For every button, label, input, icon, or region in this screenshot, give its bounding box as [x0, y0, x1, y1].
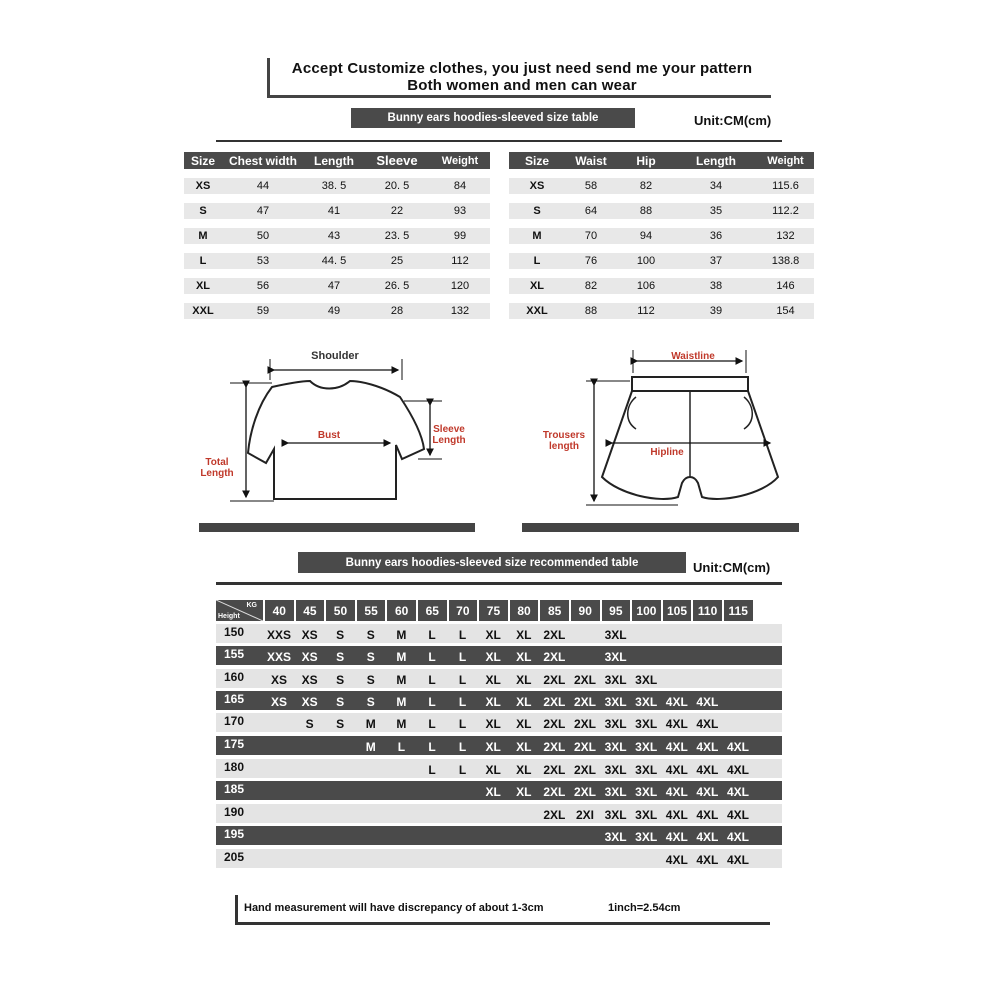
size-cell: S — [366, 695, 375, 709]
table-cell: 99 — [430, 228, 490, 244]
size-cell: XL — [516, 628, 532, 642]
table-row — [184, 303, 490, 319]
height-value: 195 — [224, 827, 245, 841]
size-cell: 4XL — [696, 695, 719, 709]
table-cell: 84 — [430, 178, 490, 194]
column-header: Length — [675, 152, 757, 169]
size-cell: L — [428, 740, 436, 754]
size-cell: 4XL — [665, 808, 688, 822]
sleeve-length-label: Sleeve Length — [432, 424, 466, 446]
table-cell: 44. 5 — [304, 253, 364, 269]
size-cell: 4XL — [726, 763, 749, 777]
size-cell: L — [428, 763, 436, 777]
size-cell: 4XL — [665, 717, 688, 731]
size-cell: 3XL — [635, 785, 658, 799]
size-cell: 4XL — [696, 785, 719, 799]
size-cell: 3XL — [604, 673, 627, 687]
table-row — [509, 178, 814, 194]
table-cell: 88 — [617, 203, 675, 219]
size-cell: 2XL — [573, 763, 596, 777]
size-cell: M — [365, 740, 376, 754]
header-line-2: Both women and men can wear — [407, 77, 637, 94]
size-cell: L — [458, 695, 467, 709]
recommend-table-title: Bunny ears hoodies-sleeved size recommended table — [298, 552, 686, 573]
column-header: Size — [509, 152, 565, 169]
size-cell: XL — [485, 717, 501, 731]
table-cell: 22 — [364, 203, 430, 219]
size-table-unit: Unit:CM(cm) — [694, 113, 772, 128]
height-value: 175 — [224, 737, 245, 751]
table-cell: L — [509, 253, 565, 269]
divider — [216, 140, 782, 142]
size-cell: S — [305, 717, 314, 731]
table-row — [184, 253, 490, 269]
size-cell: 3XL — [604, 695, 627, 709]
size-cell: XXS — [266, 628, 291, 642]
weight-column-header: 60 — [387, 600, 416, 621]
table-cell: 112 — [617, 303, 675, 319]
size-cell: 3XL — [635, 673, 658, 687]
size-cell: 3XL — [604, 740, 627, 754]
size-cell: 2XL — [573, 785, 596, 799]
size-cell: XXS — [266, 650, 291, 664]
table-row — [216, 624, 782, 643]
size-cell: L — [428, 650, 436, 664]
size-cell: M — [365, 717, 376, 731]
size-cell: 4XL — [665, 763, 688, 777]
size-cell: 4XL — [696, 830, 719, 844]
table-cell: XS — [184, 178, 222, 194]
size-cell: XL — [516, 717, 532, 731]
table-row — [509, 228, 814, 244]
height-value: 180 — [224, 760, 245, 774]
size-cell: 2XL — [543, 673, 566, 687]
size-cell: 2XL — [573, 695, 596, 709]
size-cell: 3XL — [635, 830, 658, 844]
size-cell: 3XL — [604, 763, 627, 777]
table-cell: L — [184, 253, 222, 269]
table-cell: 23. 5 — [364, 228, 430, 244]
corner-height-label: Height — [218, 613, 240, 620]
total-length-label: Total Length — [200, 457, 234, 479]
table-cell: 26. 5 — [364, 278, 430, 294]
size-cell: M — [396, 628, 407, 642]
size-cell: XL — [516, 673, 532, 687]
size-cell: S — [336, 673, 345, 687]
table-cell: 20. 5 — [364, 178, 430, 194]
size-cell: XL — [485, 673, 501, 687]
table-row — [216, 759, 782, 778]
size-cell: 4XL — [665, 740, 688, 754]
table-cell: 58 — [565, 178, 617, 194]
size-cell: 4XL — [665, 695, 688, 709]
table-cell: 132 — [757, 228, 814, 244]
size-cell: 3XL — [635, 808, 658, 822]
table-cell: M — [509, 228, 565, 244]
size-cell: XS — [301, 628, 318, 642]
size-cell: 4XL — [726, 785, 749, 799]
footer-note: Hand measurement will have discrepancy of about 1-3cm — [244, 902, 544, 914]
weight-column-header: 45 — [296, 600, 325, 621]
trousers-length-label: Trousers length — [542, 430, 586, 452]
table-cell: 50 — [222, 228, 304, 244]
waistline-label: Waistline — [671, 351, 715, 362]
table-row — [184, 203, 490, 219]
size-cell: XL — [485, 763, 501, 777]
table-cell: 94 — [617, 228, 675, 244]
column-header: Weight — [757, 152, 814, 169]
size-cell: 4XL — [726, 853, 749, 867]
size-cell: XL — [516, 650, 532, 664]
table-cell: 82 — [617, 178, 675, 194]
table-row — [216, 826, 782, 845]
table-row — [216, 736, 782, 755]
size-cell: 3XL — [604, 808, 627, 822]
table-cell: 28 — [364, 303, 430, 319]
size-cell: 2XL — [543, 695, 566, 709]
size-cell: 4XL — [696, 763, 719, 777]
size-cell: 2XL — [573, 717, 596, 731]
weight-column-header: 115 — [724, 600, 753, 621]
size-cell: XL — [516, 740, 532, 754]
table-cell: 93 — [430, 203, 490, 219]
size-cell: M — [396, 717, 407, 731]
table-cell: 41 — [304, 203, 364, 219]
pants-size-table — [509, 152, 814, 319]
table-cell: 82 — [565, 278, 617, 294]
size-cell: S — [366, 628, 375, 642]
size-cell: 3XL — [635, 763, 658, 777]
height-value: 205 — [224, 850, 245, 864]
size-cell: XL — [485, 628, 501, 642]
column-header: Chest width — [222, 152, 304, 169]
table-cell: 56 — [222, 278, 304, 294]
table-cell: 106 — [617, 278, 675, 294]
table-row — [184, 278, 490, 294]
weight-column-header: 110 — [693, 600, 722, 621]
size-cell: 4XL — [726, 830, 749, 844]
column-header: Hip — [617, 152, 675, 169]
size-cell: L — [458, 717, 467, 731]
table-cell: 70 — [565, 228, 617, 244]
table-cell: 146 — [757, 278, 814, 294]
size-cell: XL — [516, 785, 532, 799]
size-cell: L — [428, 628, 436, 642]
table-cell: 132 — [430, 303, 490, 319]
size-cell: 4XL — [665, 785, 688, 799]
table-cell: 25 — [364, 253, 430, 269]
weight-column-header: 50 — [326, 600, 355, 621]
table-row — [216, 646, 782, 665]
table-cell: XL — [184, 278, 222, 294]
size-cell: S — [336, 628, 345, 642]
table-cell: 88 — [565, 303, 617, 319]
size-cell: XS — [270, 695, 287, 709]
corner-kg-label: KG — [246, 602, 257, 609]
size-cell: 3XL — [604, 830, 627, 844]
weight-column-header: 55 — [357, 600, 386, 621]
size-cell: L — [458, 740, 467, 754]
size-cell: L — [458, 763, 467, 777]
size-cell: 2XL — [543, 740, 566, 754]
weight-column-header: 100 — [632, 600, 661, 621]
size-cell: XS — [270, 673, 287, 687]
size-cell: 3XL — [635, 717, 658, 731]
footer-note-box — [235, 895, 770, 925]
table-cell: 120 — [430, 278, 490, 294]
table-corner-cell — [216, 600, 263, 621]
size-cell: XL — [485, 695, 501, 709]
size-cell: L — [397, 740, 406, 754]
table-cell: 35 — [675, 203, 757, 219]
size-cell: XS — [301, 695, 318, 709]
size-cell: 2XI — [575, 808, 594, 822]
recommend-table-header — [216, 600, 782, 621]
weight-column-header: 90 — [571, 600, 600, 621]
header-line-1: Accept Customize clothes, you just need send me your pattern — [291, 60, 753, 77]
divider — [216, 582, 782, 585]
table-cell: 36 — [675, 228, 757, 244]
weight-column-header: 65 — [418, 600, 447, 621]
table-cell: 34 — [675, 178, 757, 194]
table-cell: M — [184, 228, 222, 244]
size-cell: 3XL — [604, 717, 627, 731]
table-cell: 64 — [565, 203, 617, 219]
size-cell: 3XL — [604, 628, 627, 642]
divider — [522, 523, 799, 532]
table-row — [509, 303, 814, 319]
size-cell: 3XL — [635, 740, 658, 754]
height-value: 185 — [224, 782, 245, 796]
size-table-title: Bunny ears hoodies-sleeved size table — [351, 108, 635, 128]
table-cell: S — [509, 203, 565, 219]
column-header: Sleeve — [364, 152, 430, 169]
size-cell: S — [366, 650, 375, 664]
table-row — [216, 849, 782, 868]
size-cell: 4XL — [665, 830, 688, 844]
size-cell: XL — [485, 650, 501, 664]
size-cell: S — [366, 673, 375, 687]
size-cell: 4XL — [696, 853, 719, 867]
table-cell: 43 — [304, 228, 364, 244]
weight-column-header: 105 — [663, 600, 692, 621]
table-cell: 112 — [430, 253, 490, 269]
table-cell: XXL — [509, 303, 565, 319]
table-row — [184, 228, 490, 244]
table-cell: XL — [509, 278, 565, 294]
height-value: 155 — [224, 647, 245, 661]
divider — [199, 523, 475, 532]
size-cell: 4XL — [696, 808, 719, 822]
table-cell: 37 — [675, 253, 757, 269]
header-banner — [267, 58, 771, 98]
recommend-table-unit: Unit:CM(cm) — [693, 560, 771, 575]
table-cell: S — [184, 203, 222, 219]
size-cell: S — [336, 717, 345, 731]
table-row — [509, 253, 814, 269]
table-row — [216, 781, 782, 800]
table-row — [184, 178, 490, 194]
weight-column-header: 70 — [449, 600, 478, 621]
size-cell: 2XL — [543, 763, 566, 777]
table-cell: XS — [509, 178, 565, 194]
table-row — [216, 691, 782, 710]
size-cell: M — [396, 695, 407, 709]
size-cell: 2XL — [543, 808, 566, 822]
size-cell: S — [336, 650, 345, 664]
size-cell: 4XL — [726, 808, 749, 822]
table-cell: 115.6 — [757, 178, 814, 194]
column-header: Size — [184, 152, 222, 169]
column-header: Waist — [565, 152, 617, 169]
size-cell: XS — [301, 673, 318, 687]
table-cell: 112.2 — [757, 203, 814, 219]
size-cell: 3XL — [604, 650, 627, 664]
table-cell: 138.8 — [757, 253, 814, 269]
size-cell: 2XL — [543, 717, 566, 731]
weight-column-header: 75 — [479, 600, 508, 621]
column-header: Length — [304, 152, 364, 169]
size-cell: XL — [485, 785, 501, 799]
hipline-label: Hipline — [650, 447, 684, 458]
size-cell: XS — [301, 650, 318, 664]
table-cell: 47 — [304, 278, 364, 294]
size-cell: M — [396, 673, 407, 687]
table-cell: 44 — [222, 178, 304, 194]
size-cell: 3XL — [635, 695, 658, 709]
table-row — [216, 804, 782, 823]
hoodie-size-table — [184, 152, 490, 319]
size-cell: 2XL — [543, 785, 566, 799]
table-cell: XXL — [184, 303, 222, 319]
table-cell: 49 — [304, 303, 364, 319]
size-cell: L — [458, 650, 467, 664]
height-value: 190 — [224, 805, 245, 819]
weight-column-header: 80 — [510, 600, 539, 621]
table-row — [216, 713, 782, 732]
size-cell: L — [428, 717, 436, 731]
table-cell: 76 — [565, 253, 617, 269]
inch-conversion: 1inch=2.54cm — [608, 902, 681, 914]
size-cell: L — [458, 673, 467, 687]
bust-label: Bust — [317, 430, 341, 441]
table-cell: 100 — [617, 253, 675, 269]
size-cell: XL — [516, 763, 532, 777]
size-cell: 3XL — [604, 785, 627, 799]
table-cell: 39 — [675, 303, 757, 319]
size-cell: 2XL — [573, 740, 596, 754]
weight-column-header: 85 — [540, 600, 569, 621]
size-cell: 4XL — [696, 740, 719, 754]
size-cell: 4XL — [696, 717, 719, 731]
table-cell: 59 — [222, 303, 304, 319]
size-cell: L — [458, 628, 467, 642]
size-cell: 4XL — [726, 740, 749, 754]
size-cell: XL — [485, 740, 501, 754]
weight-column-header: 40 — [265, 600, 294, 621]
height-value: 160 — [224, 670, 245, 684]
size-cell: 2XL — [543, 650, 566, 664]
table-cell: 47 — [222, 203, 304, 219]
size-cell: L — [428, 695, 436, 709]
size-cell: 2XL — [543, 628, 566, 642]
height-value: 170 — [224, 714, 245, 728]
table-row — [509, 203, 814, 219]
size-cell: 4XL — [665, 853, 688, 867]
shoulder-label: Shoulder — [311, 350, 359, 362]
height-value: 150 — [224, 625, 245, 639]
weight-column-header: 95 — [602, 600, 631, 621]
table-cell: 38 — [675, 278, 757, 294]
size-cell: M — [396, 650, 407, 664]
size-cell: XL — [516, 695, 532, 709]
table-row — [509, 278, 814, 294]
table-row — [216, 669, 782, 688]
size-cell: 2XL — [573, 673, 596, 687]
column-header: Weight — [430, 152, 490, 169]
table-cell: 38. 5 — [304, 178, 364, 194]
size-cell: S — [336, 695, 345, 709]
size-cell: L — [428, 673, 436, 687]
table-cell: 154 — [757, 303, 814, 319]
height-value: 165 — [224, 692, 245, 706]
table-cell: 53 — [222, 253, 304, 269]
